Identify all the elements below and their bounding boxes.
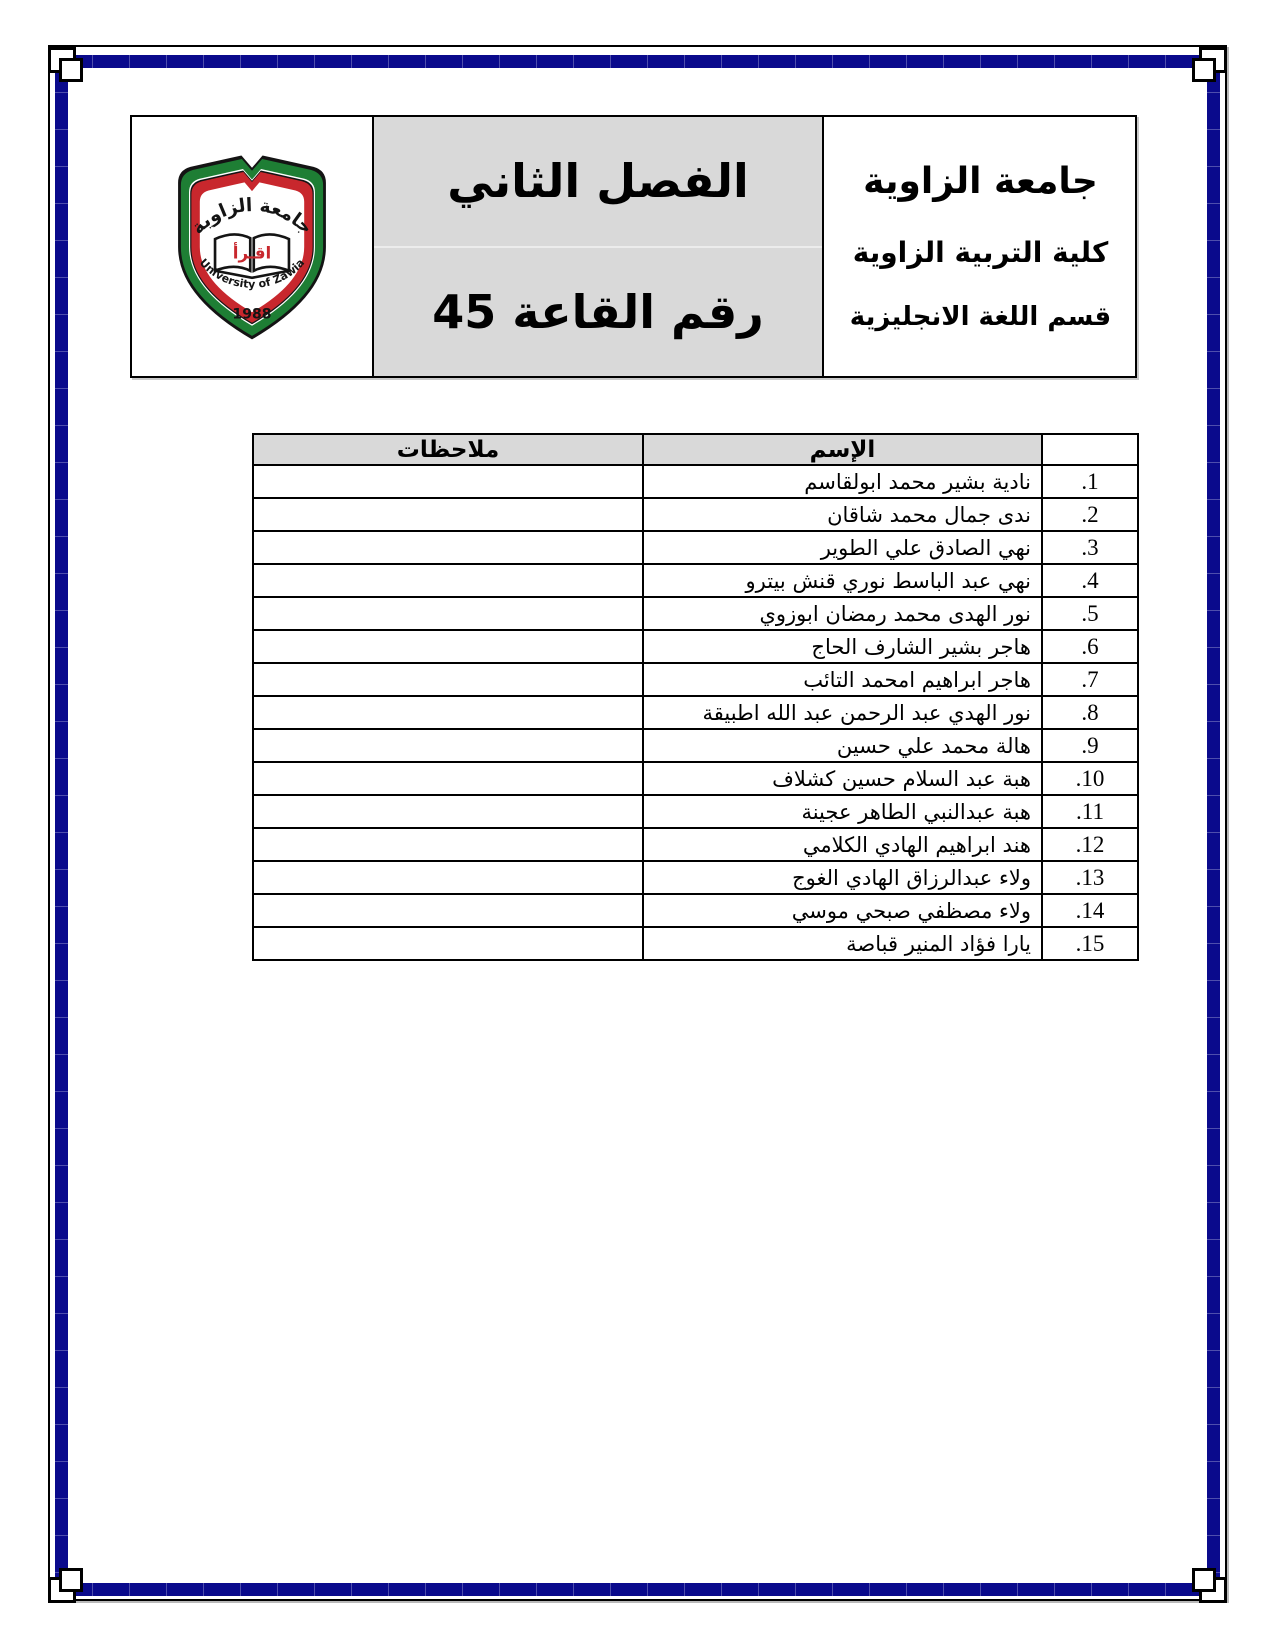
row-number: 2. (1042, 498, 1138, 531)
student-name: نهي الصادق علي الطوير (643, 531, 1042, 564)
notes-cell (253, 696, 643, 729)
notes-cell (253, 531, 643, 564)
table-row (253, 531, 1138, 564)
table-row (253, 894, 1138, 927)
notes-cell (253, 498, 643, 531)
corner-ornament-bottom-right-inner (1192, 1568, 1216, 1592)
student-name: نور الهدي عبد الرحمن عبد الله اطبيقة (643, 696, 1042, 729)
logo-cell (132, 117, 372, 376)
student-name: يارا فؤاد المنير قباصة (643, 927, 1042, 960)
row-number: 5. (1042, 597, 1138, 630)
row-number: 9. (1042, 729, 1138, 762)
corner-ornament-top-right-inner (1192, 58, 1216, 82)
student-name: ولاء عبدالرزاق الهادي الغوج (643, 861, 1042, 894)
university-logo (164, 144, 340, 350)
row-number: 4. (1042, 564, 1138, 597)
student-name: نادية بشير محمد ابولقاسم (643, 465, 1042, 498)
notes-cell (253, 894, 643, 927)
name-column-header: الإسم (643, 434, 1042, 465)
logo-arabic-name: جامعة الزاوية (187, 194, 317, 239)
row-number: 8. (1042, 696, 1138, 729)
table-row (253, 762, 1138, 795)
table-row (253, 927, 1138, 960)
room-number: رقم القاعة 45 (374, 246, 822, 377)
semester-room-cell (372, 117, 824, 376)
table-row (253, 696, 1138, 729)
row-number: 1. (1042, 465, 1138, 498)
table-row (253, 828, 1138, 861)
semester-title: الفصل الثاني (447, 154, 749, 209)
table-row (253, 663, 1138, 696)
notes-cell (253, 828, 643, 861)
student-name: هاجر ابراهيم امحمد التائب (643, 663, 1042, 696)
student-name: هبة عبد السلام حسين كشلاف (643, 762, 1042, 795)
page-border-band-bottom (55, 1583, 1207, 1596)
notes-cell (253, 465, 643, 498)
student-name: نور الهدى محمد رمضان ابوزوي (643, 597, 1042, 630)
department-name: قسم اللغة الانجليزية (849, 302, 1112, 333)
notes-cell (253, 927, 643, 960)
row-number: 6. (1042, 630, 1138, 663)
college-name: كلية التربية الزاوية (852, 235, 1109, 269)
university-name: جامعة الزاوية (863, 160, 1098, 202)
table-row (253, 795, 1138, 828)
table-row (253, 861, 1138, 894)
logo-book-word: اقـرأ (232, 241, 272, 262)
table-row (253, 465, 1138, 498)
student-roster-table (252, 433, 1139, 961)
corner-ornament-bottom-left-inner (59, 1568, 83, 1592)
notes-cell (253, 861, 643, 894)
notes-column-header: ملاحظات (253, 434, 643, 465)
page-border-band-top (55, 55, 1207, 68)
logo-english-name: University of Zawia (196, 255, 308, 291)
organization-cell (824, 117, 1137, 376)
row-number: 7. (1042, 663, 1138, 696)
table-row (253, 729, 1138, 762)
notes-cell (253, 729, 643, 762)
corner-ornament-top-left-inner (59, 58, 83, 82)
table-row (253, 630, 1138, 663)
page-border-band-left (55, 55, 68, 1596)
row-number: 3. (1042, 531, 1138, 564)
student-name: ولاء مصظفي صبحي موسي (643, 894, 1042, 927)
table-row (253, 597, 1138, 630)
notes-cell (253, 630, 643, 663)
notes-cell (253, 795, 643, 828)
row-number: 11. (1042, 795, 1138, 828)
notes-cell (253, 762, 643, 795)
row-number: 13. (1042, 861, 1138, 894)
roster-header-row (253, 434, 1138, 465)
notes-cell (253, 663, 643, 696)
table-row (253, 564, 1138, 597)
row-number: 10. (1042, 762, 1138, 795)
row-number: 14. (1042, 894, 1138, 927)
notes-cell (253, 597, 643, 630)
row-number: 12. (1042, 828, 1138, 861)
page-border-band-right (1207, 55, 1220, 1596)
student-name: هالة محمد علي حسين (643, 729, 1042, 762)
table-row (253, 498, 1138, 531)
row-number: 15. (1042, 927, 1138, 960)
student-name: هبة عبدالنبي الطاهر عجينة (643, 795, 1042, 828)
number-column-header (1042, 434, 1138, 465)
logo-year: 1988 (232, 305, 272, 322)
student-name: هاجر بشير الشارف الحاج (643, 630, 1042, 663)
notes-cell (253, 564, 643, 597)
student-name: ندى جمال محمد شاقان (643, 498, 1042, 531)
student-name: نهي عبد الباسط نوري قنش بيترو (643, 564, 1042, 597)
header-box (130, 115, 1137, 378)
student-name: هند ابراهيم الهادي الكلامي (643, 828, 1042, 861)
